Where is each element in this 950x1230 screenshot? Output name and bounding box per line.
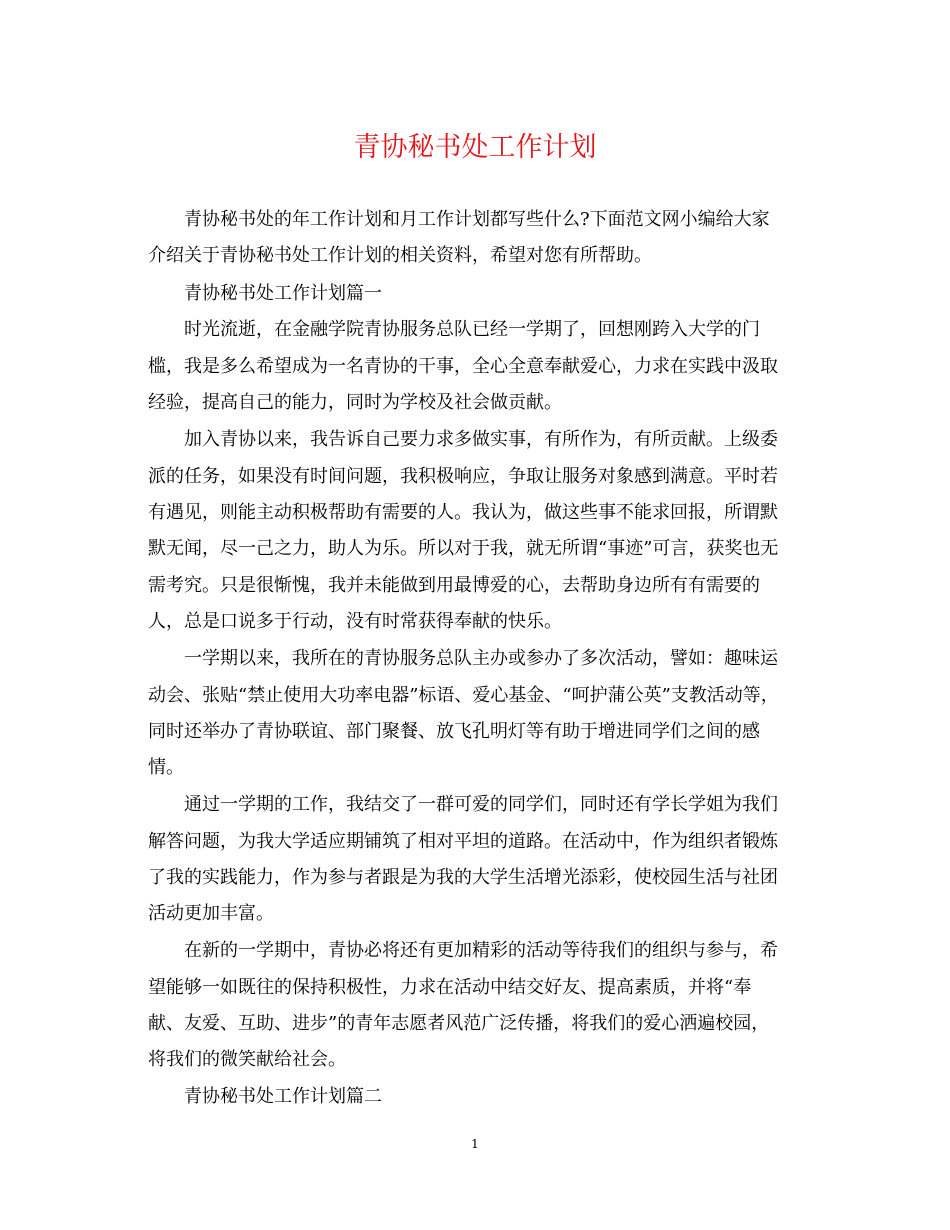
para2-line-4: 默无闻，尽一己之力，助人为乐。所以对于我，就无所谓“事迹”可言，获奖也无 — [148, 538, 779, 559]
para3-line-4: 情。 — [148, 757, 184, 778]
document-title: 青协秘书处工作计划 — [353, 132, 597, 163]
para4-line-4: 活动更加丰富。 — [148, 903, 274, 924]
para5-line-1: 在新的一学期中，青协必将还有更加精彩的活动等待我们的组织与参与，希 — [184, 940, 778, 961]
para3-line-1: 一学期以来，我所在的青协服务总队主办或参办了多次活动，譬如：趣味运 — [184, 648, 778, 669]
intro-line-1: 青协秘书处的年工作计划和月工作计划都写些什么?下面范文网小编给大家 — [184, 209, 770, 230]
section-heading-2: 青协秘书处工作计划篇二 — [184, 1086, 382, 1107]
para1-line-3: 经验，提高自己的能力，同时为学校及社会做贡献。 — [148, 392, 562, 413]
para4-line-1: 通过一学期的工作，我结交了一群可爱的同学们，同时还有学长学姐为我们 — [184, 794, 778, 815]
para2-line-3: 有遇见，则能主动积极帮助有需要的人。我认为，做这些事不能求回报，所谓默 — [148, 502, 778, 523]
intro-line-2: 介绍关于青协秘书处工作计划的相关资料，希望对您有所帮助。 — [148, 245, 652, 266]
para3-line-2: 动会、张贴“禁止使用大功率电器”标语、爱心基金、“呵护蒲公英”支教活动等， — [148, 685, 779, 706]
para4-line-3: 了我的实践能力，作为参与者跟是为我的大学生活增光添彩，使校园生活与社团 — [148, 867, 778, 888]
para5-line-2: 望能够一如既往的保持积极性，力求在活动中结交好友、提高素质，并将“奉 — [148, 977, 752, 998]
para5-line-3: 献、友爱、互助、进步”的青年志愿者风范广泛传播，将我们的爱心洒遍校园， — [148, 1013, 770, 1034]
section-heading-1: 青协秘书处工作计划篇一 — [184, 283, 382, 304]
para3-line-3: 同时还举办了青协联谊、部门聚餐、放飞孔明灯等有助于增进同学们之间的感 — [148, 721, 760, 742]
para4-line-2: 解答问题，为我大学适应期铺筑了相对平坦的道路。在活动中，作为组织者锻炼 — [148, 831, 778, 852]
para1-line-1: 时光流逝，在金融学院青协服务总队已经一学期了，回想刚跨入大学的门 — [184, 319, 760, 340]
para2-line-5: 需考究。只是很惭愧，我并未能做到用最博爱的心，去帮助身边所有有需要的 — [148, 575, 760, 596]
para5-line-4: 将我们的微笑献给社会。 — [148, 1049, 346, 1070]
para2-line-1: 加入青协以来，我告诉自己要力求多做实事，有所作为，有所贡献。上级委 — [184, 429, 778, 450]
para1-line-2: 槛，我是多么希望成为一名青协的干事，全心全意奉献爱心，力求在实践中汲取 — [148, 356, 778, 377]
para2-line-2: 派的任务，如果没有时间问题，我积极响应，争取让服务对象感到满意。平时若 — [148, 466, 778, 487]
para2-line-6: 人，总是口说多于行动，没有时常获得奉献的快乐。 — [148, 611, 562, 632]
page-number: 1 — [471, 1137, 479, 1151]
